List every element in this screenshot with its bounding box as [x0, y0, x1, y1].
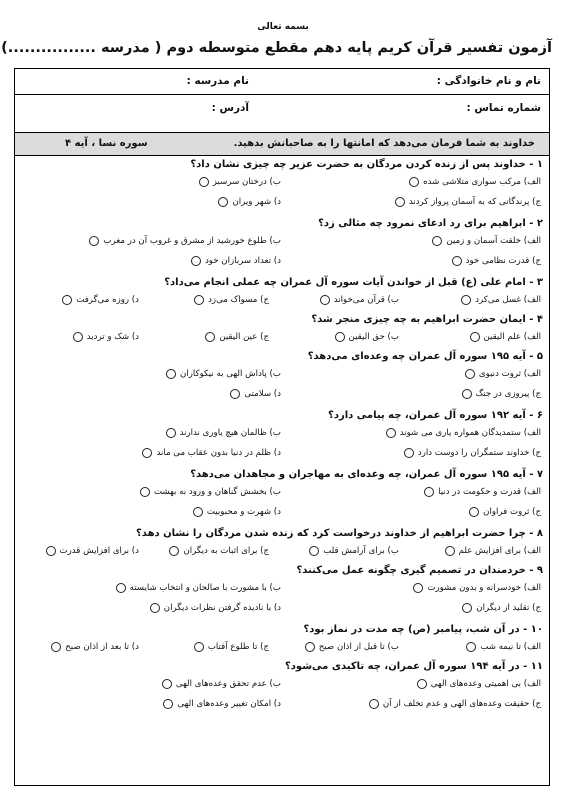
option-d[interactable]	[142, 448, 281, 458]
option-label: ج) خداوند ستمگران را دوست دارد	[417, 448, 541, 458]
radio-circle-icon[interactable]	[386, 428, 396, 438]
option-label: ج) پیروزی در جنگ	[475, 389, 541, 399]
option-d[interactable]	[62, 295, 139, 305]
option-label: ب) با مشورت با صالحان و انتخاب شایسته	[129, 583, 281, 593]
radio-circle-icon[interactable]	[142, 448, 152, 458]
option-b[interactable]	[305, 642, 399, 652]
option-label: الف) ثروت دنیوی	[478, 369, 541, 379]
question-5	[15, 349, 549, 408]
option-c[interactable]	[462, 603, 541, 613]
option-b[interactable]	[116, 583, 281, 593]
option-label: ب) ظالمان هیچ یاوری ندارند	[179, 428, 281, 438]
option-b[interactable]	[162, 679, 281, 689]
bismillah-heading: بسمه تعالی	[257, 22, 309, 32]
option-a[interactable]	[432, 236, 541, 246]
radio-circle-icon[interactable]	[413, 583, 423, 593]
radio-circle-icon[interactable]	[166, 369, 176, 379]
radio-circle-icon[interactable]	[462, 603, 472, 613]
question-text: ۷ - آیه ۱۹۵ سوره آل عمران، چه وعده‌ای به مهاجران و مجاهدان می‌دهد؟	[190, 469, 543, 480]
option-label: الف) خلقت آسمان و زمین	[446, 236, 541, 246]
option-d[interactable]	[218, 197, 281, 207]
option-label: ج) تا طلوع آفتاب	[207, 642, 269, 652]
question-text: ۳ - امام علی (ع) قبل از خواندن آیات سوره آل عمران چه عملی انجام می‌داد؟	[164, 277, 543, 288]
radio-circle-icon[interactable]	[445, 546, 455, 556]
banner-quote: خداوند به شما فرمان می‌دهد که امانتها را به صاحبانش بدهید.	[233, 138, 535, 149]
option-b[interactable]	[140, 487, 281, 497]
option-c[interactable]	[369, 699, 541, 709]
option-d[interactable]	[163, 699, 281, 709]
banner-source: سوره نسا ، آیه ۴	[65, 138, 148, 149]
option-label: ب) عدم تحقق وعده‌های الهی	[175, 679, 281, 689]
question-3	[15, 275, 549, 312]
radio-circle-icon[interactable]	[169, 546, 179, 556]
option-label: الف) غسل می‌کرد	[475, 295, 541, 305]
option-a[interactable]	[466, 642, 541, 652]
option-label: د) امکان تغییر وعده‌های الهی	[177, 699, 281, 709]
radio-circle-icon[interactable]	[335, 332, 345, 342]
option-c[interactable]	[395, 197, 541, 207]
option-label: الف) علم الیقین	[483, 332, 541, 342]
option-label: د) شهر ویران	[232, 197, 281, 207]
question-text: ۵ - آیه ۱۹۵ سوره آل عمران چه وعده‌ای می‌دهد؟	[307, 351, 543, 362]
option-label: د) با نادیده گرفتن نظرات دیگران	[163, 603, 281, 613]
option-d[interactable]	[150, 603, 281, 613]
radio-circle-icon[interactable]	[150, 603, 160, 613]
option-c[interactable]	[169, 546, 269, 556]
radio-circle-icon[interactable]	[424, 487, 434, 497]
option-a[interactable]	[409, 177, 541, 187]
radio-circle-icon[interactable]	[140, 487, 150, 497]
option-b[interactable]	[89, 236, 281, 246]
name-label: نام و نام خانوادگی :	[436, 75, 541, 87]
question-text: ۶ - آیه ۱۹۲ سوره آل عمران، چه پیامی دارد؟	[328, 410, 543, 421]
option-label: ب) تا قبل از اذان صبح	[318, 642, 399, 652]
option-label: ج) برای اثبات به دیگران	[183, 546, 269, 556]
option-b[interactable]	[309, 546, 399, 556]
radio-circle-icon[interactable]	[116, 583, 126, 593]
option-b[interactable]	[166, 369, 281, 379]
option-label: ج) تقلید از دیگران	[476, 603, 541, 613]
question-1	[15, 157, 549, 216]
radio-circle-icon[interactable]	[409, 177, 419, 187]
option-label: د) شک و تردید	[86, 332, 139, 342]
radio-circle-icon[interactable]	[230, 389, 240, 399]
radio-circle-icon[interactable]	[51, 642, 61, 652]
question-text: ۱۱ - در آیه ۱۹۴ سوره آل عمران، چه تاکیدی می‌شود؟	[285, 661, 543, 672]
option-d[interactable]	[230, 389, 281, 399]
question-11	[15, 659, 549, 718]
option-d[interactable]	[51, 642, 139, 652]
question-6	[15, 408, 549, 467]
option-label: د) برای افزایش قدرت	[59, 546, 139, 556]
option-d[interactable]	[191, 256, 281, 266]
question-text: ۹ - خردمندان در تصمیم گیری چگونه عمل می‌کنند؟	[296, 565, 543, 576]
radio-circle-icon[interactable]	[166, 428, 176, 438]
radio-circle-icon[interactable]	[194, 642, 204, 652]
radio-circle-icon[interactable]	[46, 546, 56, 556]
option-c[interactable]	[194, 642, 269, 652]
option-label: ج) قدرت نظامی خود	[465, 256, 541, 266]
option-label: الف) خودسرانه و بدون مشورت	[427, 583, 541, 593]
option-a[interactable]	[445, 546, 541, 556]
option-label: ج) ثروت فراوان	[483, 507, 541, 517]
option-d[interactable]	[193, 507, 281, 517]
radio-circle-icon[interactable]	[205, 332, 215, 342]
question-text: ۲ - ابراهیم برای رد ادعای نمرود چه مثالی زد؟	[318, 218, 543, 229]
radio-circle-icon[interactable]	[452, 256, 462, 266]
option-label: الف) مرکب سواری متلاشی شده	[423, 177, 541, 187]
radio-circle-icon[interactable]	[309, 546, 319, 556]
radio-circle-icon[interactable]	[465, 369, 475, 379]
option-label: ب) حق الیقین	[348, 332, 399, 342]
radio-circle-icon[interactable]	[404, 448, 414, 458]
option-a[interactable]	[465, 369, 541, 379]
radio-circle-icon[interactable]	[466, 642, 476, 652]
question-7	[15, 467, 549, 526]
option-label: ج) پرندگانی که به آسمان پرواز کردند	[408, 197, 541, 207]
option-b[interactable]	[320, 295, 399, 305]
radio-circle-icon[interactable]	[470, 332, 480, 342]
question-10	[15, 622, 549, 659]
option-a[interactable]	[413, 583, 541, 593]
radio-circle-icon[interactable]	[193, 507, 203, 517]
option-a[interactable]	[417, 679, 541, 689]
radio-circle-icon[interactable]	[89, 236, 99, 246]
exam-title: آزمون تفسیر قرآن کریم پایه دهم مقطع متوسطه دوم ( مدرسه ................)	[1, 40, 552, 56]
radio-circle-icon[interactable]	[191, 256, 201, 266]
option-d[interactable]	[73, 332, 139, 342]
question-list	[15, 157, 549, 718]
option-label: ب) قرآن می‌خواند	[333, 295, 399, 305]
option-label: د) تعداد سربازان خود	[204, 256, 281, 266]
option-label: د) شهرت و محبوبیت	[206, 507, 281, 517]
radio-circle-icon[interactable]	[369, 699, 379, 709]
question-2	[15, 216, 549, 275]
option-label: ج) عین الیقین	[219, 332, 269, 342]
option-label: ج) حقیقت وعده‌های الهی و عدم تخلف از آن	[382, 699, 541, 709]
question-text: ۱۰ - در آن شب، پیامبر (ص) چه مدت در نماز بود؟	[303, 624, 543, 635]
exam-frame	[14, 68, 550, 786]
question-text: ۴ - ایمان حضرت ابراهیم به چه چیزی منجر شد؟	[311, 314, 543, 325]
radio-circle-icon[interactable]	[73, 332, 83, 342]
option-c[interactable]	[194, 295, 269, 305]
radio-circle-icon[interactable]	[218, 197, 228, 207]
question-4	[15, 312, 549, 349]
option-a[interactable]	[424, 487, 541, 497]
option-b[interactable]	[335, 332, 399, 342]
question-8	[15, 526, 549, 563]
header-divider	[15, 94, 549, 95]
option-c[interactable]	[462, 389, 541, 399]
option-a[interactable]	[461, 295, 541, 305]
question-text: ۱ - خداوند پس از زنده کردن مردگان به حضرت عزیر چه چیزی نشان داد؟	[190, 159, 543, 170]
option-label: الف) تا نیمه شب	[480, 642, 541, 652]
option-label: د) روزه می‌گرفت	[76, 295, 139, 305]
option-c[interactable]	[205, 332, 269, 342]
option-c[interactable]	[469, 507, 541, 517]
option-b[interactable]	[166, 428, 281, 438]
option-label: الف) قدرت و حکومت در دنیا	[438, 487, 541, 497]
radio-circle-icon[interactable]	[163, 699, 173, 709]
quote-banner	[15, 132, 549, 156]
radio-circle-icon[interactable]	[462, 389, 472, 399]
option-label: ب) برای آرامش قلب	[323, 546, 399, 556]
option-label: ب) درختان سرسبز	[212, 177, 281, 187]
option-label: د) سلامتی	[244, 389, 281, 399]
option-label: ج) مسواک می‌زد	[208, 295, 269, 305]
option-b[interactable]	[199, 177, 281, 187]
radio-circle-icon[interactable]	[62, 295, 72, 305]
radio-circle-icon[interactable]	[469, 507, 479, 517]
radio-circle-icon[interactable]	[320, 295, 330, 305]
question-9	[15, 563, 549, 622]
option-d[interactable]	[46, 546, 139, 556]
option-c[interactable]	[452, 256, 541, 266]
option-c[interactable]	[404, 448, 541, 458]
option-label: ب) طلوع خورشید از مشرق و غروب آن در مغرب	[103, 236, 281, 246]
radio-circle-icon[interactable]	[461, 295, 471, 305]
option-label: الف) بی اهمیتی وعده‌های الهی	[430, 679, 541, 689]
radio-circle-icon[interactable]	[432, 236, 442, 246]
question-text: ۸ - چرا حضرت ابراهیم از خداوند درخواست کرد که زنده شدن مردگان را نشان دهد؟	[136, 528, 543, 539]
option-label: ب) بخشش گناهان و ورود به بهشت	[153, 487, 281, 497]
option-label: د) تا بعد از اذان صبح	[65, 642, 139, 652]
option-label: الف) ستمدیدگان همواره یاری می شوند	[399, 428, 541, 438]
radio-circle-icon[interactable]	[162, 679, 172, 689]
radio-circle-icon[interactable]	[194, 295, 204, 305]
radio-circle-icon[interactable]	[395, 197, 405, 207]
radio-circle-icon[interactable]	[305, 642, 315, 652]
phone-label: شماره تماس :	[466, 102, 541, 114]
option-a[interactable]	[386, 428, 541, 438]
option-a[interactable]	[470, 332, 542, 342]
school-label: نام مدرسه :	[186, 75, 249, 87]
option-label: ب) پاداش الهی به نیکوکاران	[180, 369, 281, 379]
radio-circle-icon[interactable]	[199, 177, 209, 187]
option-label: الف) برای افزایش علم	[458, 546, 541, 556]
radio-circle-icon[interactable]	[417, 679, 427, 689]
address-label: آدرس :	[211, 102, 249, 114]
option-label: د) ظلم در دنیا بدون عقاب می ماند	[156, 448, 281, 458]
